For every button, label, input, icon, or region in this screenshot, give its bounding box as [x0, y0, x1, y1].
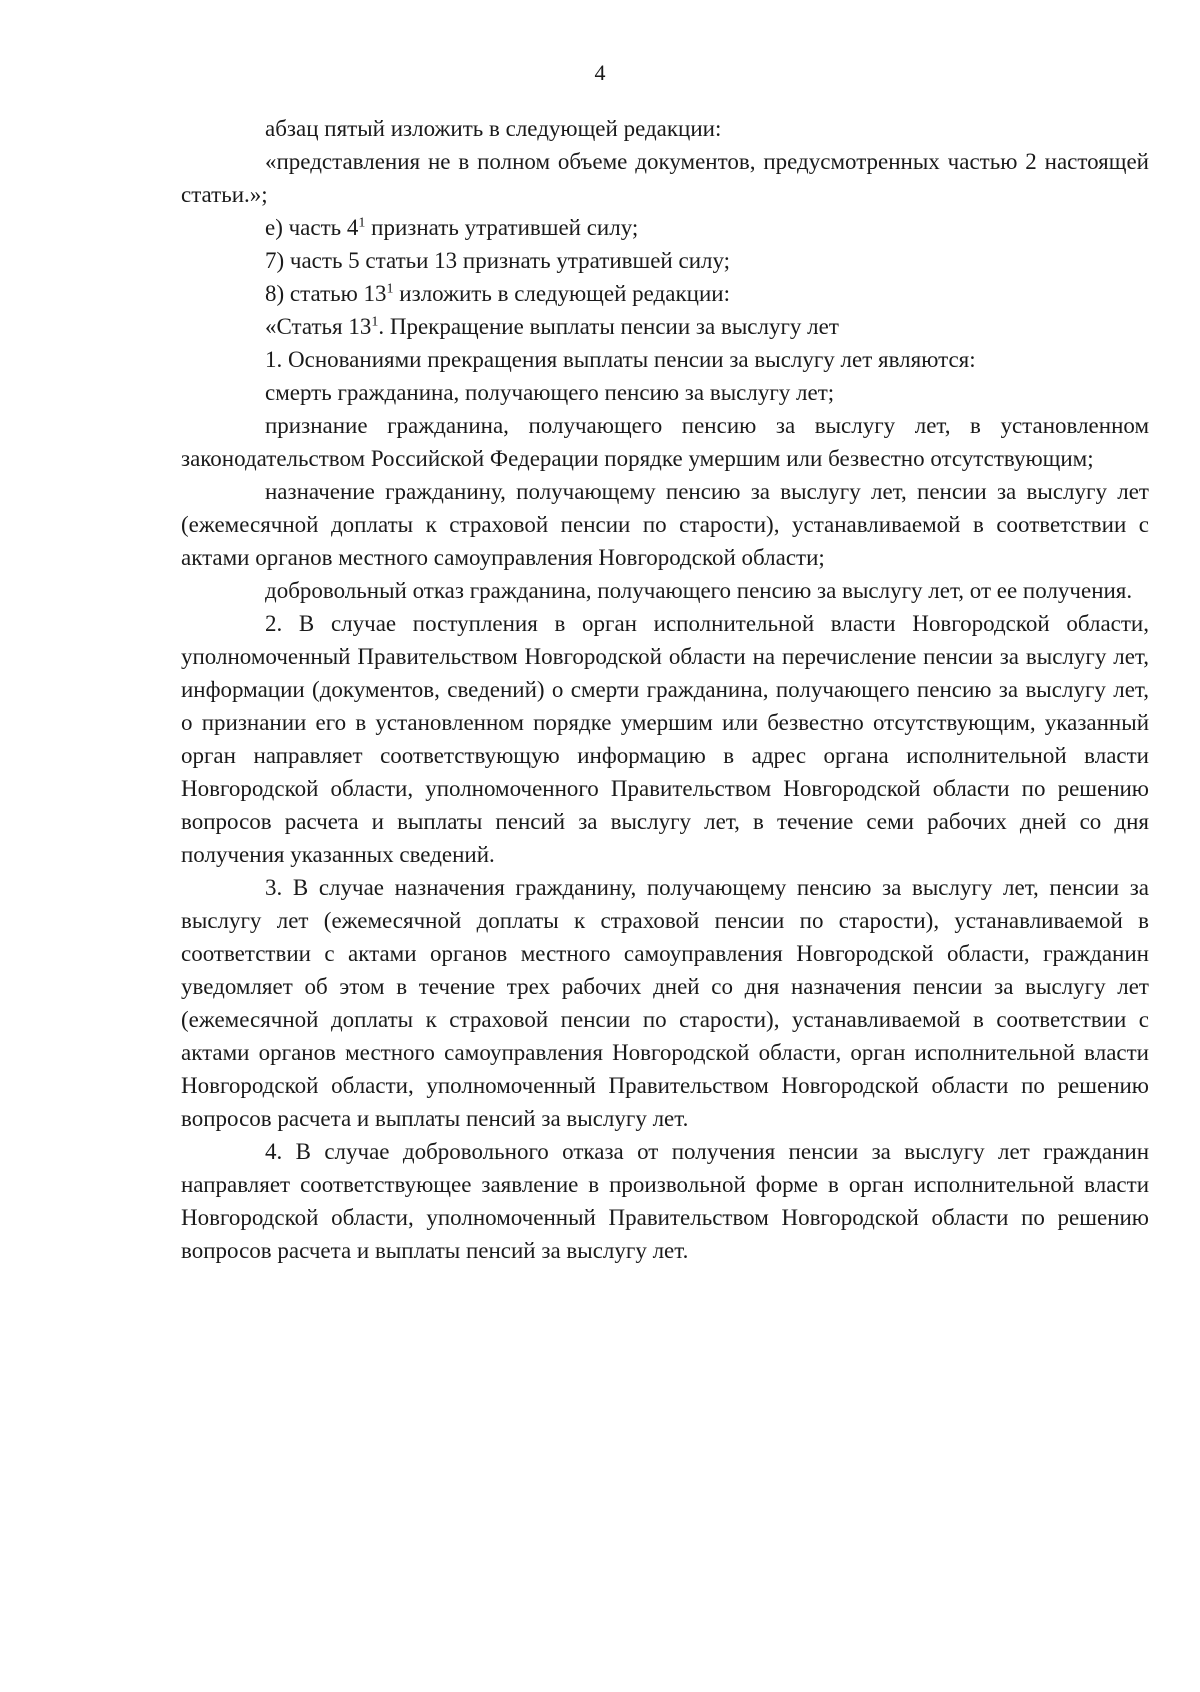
paragraph-text: абзац пятый изложить в следующей редакции: [265, 116, 722, 141]
paragraph-3 [181, 211, 1149, 244]
paragraph-text: 2. В случае поступления в орган исполнительной власти Новгородской области, уполномоченный Правительством Новгородской области на перечисление пенсии за выслугу лет, информации (документов, сведений) о смерти гражданина, получающего пенсию за выслугу лет, о признании его в установленном порядке умершим или безвестно отсутствующим, указанный орган направляет соответствующую информацию в адрес органа исполнительной власти Новгородской области, уполномоченного Правительством Новгородской области по решению вопросов расчета и выплаты пенсий за выслугу лет, в течение семи рабочих дней со дня получения указанных сведений. [181, 611, 1149, 867]
paragraph-text: «представления не в полном объеме документов, предусмотренных частью 2 настоящей статьи.»; [181, 149, 1149, 207]
paragraph-12 [181, 607, 1149, 871]
paragraph-5 [181, 277, 1149, 310]
superscript: 1 [358, 215, 366, 231]
paragraph-text: смерть гражданина, получающего пенсию за выслугу лет; [265, 380, 835, 405]
paragraph-text-after: признать утратившей силу; [365, 215, 639, 240]
paragraph-text: признание гражданина, получающего пенсию за выслугу лет, в установленном законодательством Российской Федерации порядке умершим или безвестно отсутствующим; [181, 413, 1149, 471]
paragraph-text-after: изложить в следующей редакции: [393, 281, 730, 306]
paragraph-text: добровольный отказ гражданина, получающего пенсию за выслугу лет, от ее получения. [265, 578, 1133, 603]
paragraph-text: 1. Основаниями прекращения выплаты пенсии за выслугу лет являются: [265, 347, 976, 372]
paragraph-text: 8) статью 13 [265, 281, 387, 306]
superscript: 1 [386, 281, 394, 297]
paragraph-1 [181, 112, 1149, 145]
paragraph-6 [181, 310, 1149, 343]
paragraph-9 [181, 409, 1149, 475]
paragraph-14 [181, 1135, 1149, 1267]
paragraph-text: 4. В случае добровольного отказа от получения пенсии за выслугу лет гражданин направляет соответствующее заявление в произвольной форме в орган исполнительной власти Новгородской области, уполномоченный Правительством Новгородской области по решению вопросов расчета и выплаты пенсий за выслугу лет. [181, 1139, 1149, 1263]
paragraph-text: 7) часть 5 статьи 13 признать утратившей силу; [265, 248, 731, 273]
paragraph-text-after: . Прекращение выплаты пенсии за выслугу лет [378, 314, 839, 339]
document-body [181, 112, 1149, 1267]
page-number: 4 [594, 60, 606, 85]
paragraph-text: 3. В случае назначения гражданину, получающему пенсию за выслугу лет, пенсии за выслугу лет (ежемесячной доплаты к страховой пенсии по старости), устанавливаемой в соответствии с актами органов местного самоуправления Новгородской области, гражданин уведомляет об этом в течение трех рабочих дней со дня назначения пенсии за выслугу лет (ежемесячной доплаты к страховой пенсии по старости), устанавливаемой в соответствии с актами органов местного самоуправления Новгородской области, орган исполнительной власти Новгородской области, уполномоченный Правительством Новгородской области по решению вопросов расчета и выплаты пенсий за выслугу лет. [181, 875, 1149, 1131]
paragraph-7 [181, 343, 1149, 376]
paragraph-4 [181, 244, 1149, 277]
paragraph-text: е) часть 4 [265, 215, 359, 240]
superscript: 1 [371, 314, 379, 330]
paragraph-2 [181, 145, 1149, 211]
paragraph-8 [181, 376, 1149, 409]
paragraph-text: назначение гражданину, получающему пенсию за выслугу лет, пенсии за выслугу лет (ежемесячной доплаты к страховой пенсии по старости), устанавливаемой в соответствии с актами органов местного самоуправления Новгородской области; [181, 479, 1149, 570]
paragraph-13 [181, 871, 1149, 1135]
paragraph-11 [181, 574, 1149, 607]
paragraph-text: «Статья 13 [265, 314, 372, 339]
paragraph-10 [181, 475, 1149, 574]
